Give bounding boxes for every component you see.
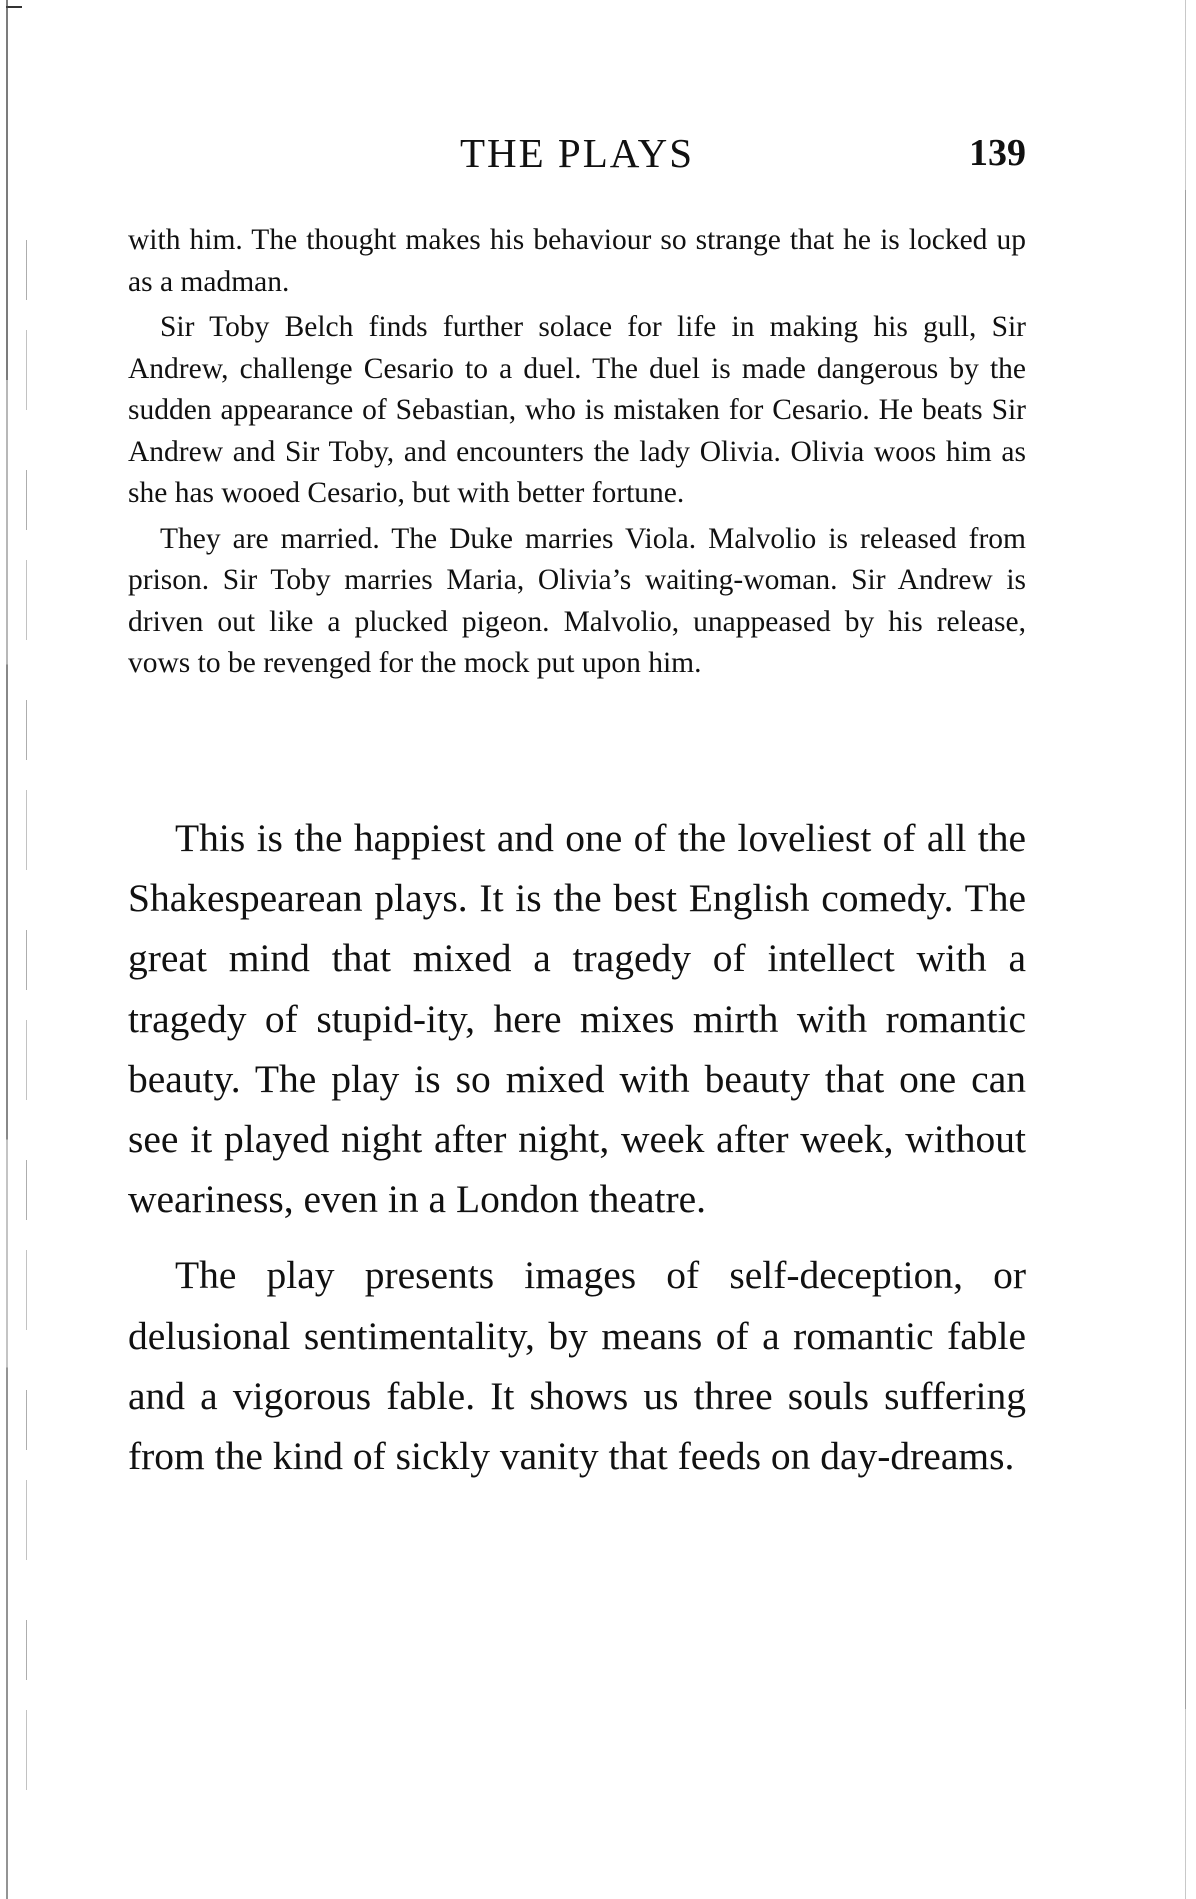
- page-number: 139: [969, 132, 1026, 174]
- commentary-text: [128, 808, 1026, 1486]
- scan-edge-left-inner: [26, 240, 27, 1840]
- commentary-paragraph-1: This is the happiest and one of the loveliest of all the Shakespearean plays. It is the best English comedy. The great mind that mixed a tragedy of intellect with a tragedy of stupid-ity, here mixes mirth with romantic beauty. The play is so mixed with beauty that one can see it played night after night, week after week, without weariness, even in a London theatre.: [128, 816, 1026, 1222]
- scan-edge-right: [1185, 0, 1186, 1899]
- commentary-paragraph-2: The play presents images of self-deception, or delusional sentimentality, by means of a romantic fable and a vigorous fable. It shows us three souls suffering from the kind of sickly vanity that feeds on day-dreams.: [128, 1253, 1026, 1479]
- summary-paragraph-3: They are married. The Duke marries Viola. Malvolio is released from prison. Sir Toby marries Maria, Olivia’s waiting-woman. Sir Andrew is driven out like a plucked pigeon. Malvolio, unappeased by his release, vows to be revenged for the mock put upon him.: [128, 522, 1026, 679]
- running-head: [128, 128, 1026, 178]
- summary-paragraph-1: with him. The thought makes his behaviour so strange that he is locked up as a madman.: [128, 224, 1026, 298]
- scan-edge-top-mark: [6, 6, 22, 8]
- scan-edge-left: [6, 0, 8, 1899]
- summary-paragraph-2: Sir Toby Belch finds further solace for life in making his gull, Sir Andrew, challenge Cesario to a duel. The duel is made dangerous by the sudden appearance of Sebastian, who is mistaken for Cesario. He beats Sir Andrew and Sir Toby, and encounters the lady Olivia. Olivia woos him as she has wooed Cesario, but with better fortune.: [128, 311, 1026, 509]
- running-title: THE PLAYS: [459, 130, 695, 176]
- summary-text: [128, 220, 1026, 685]
